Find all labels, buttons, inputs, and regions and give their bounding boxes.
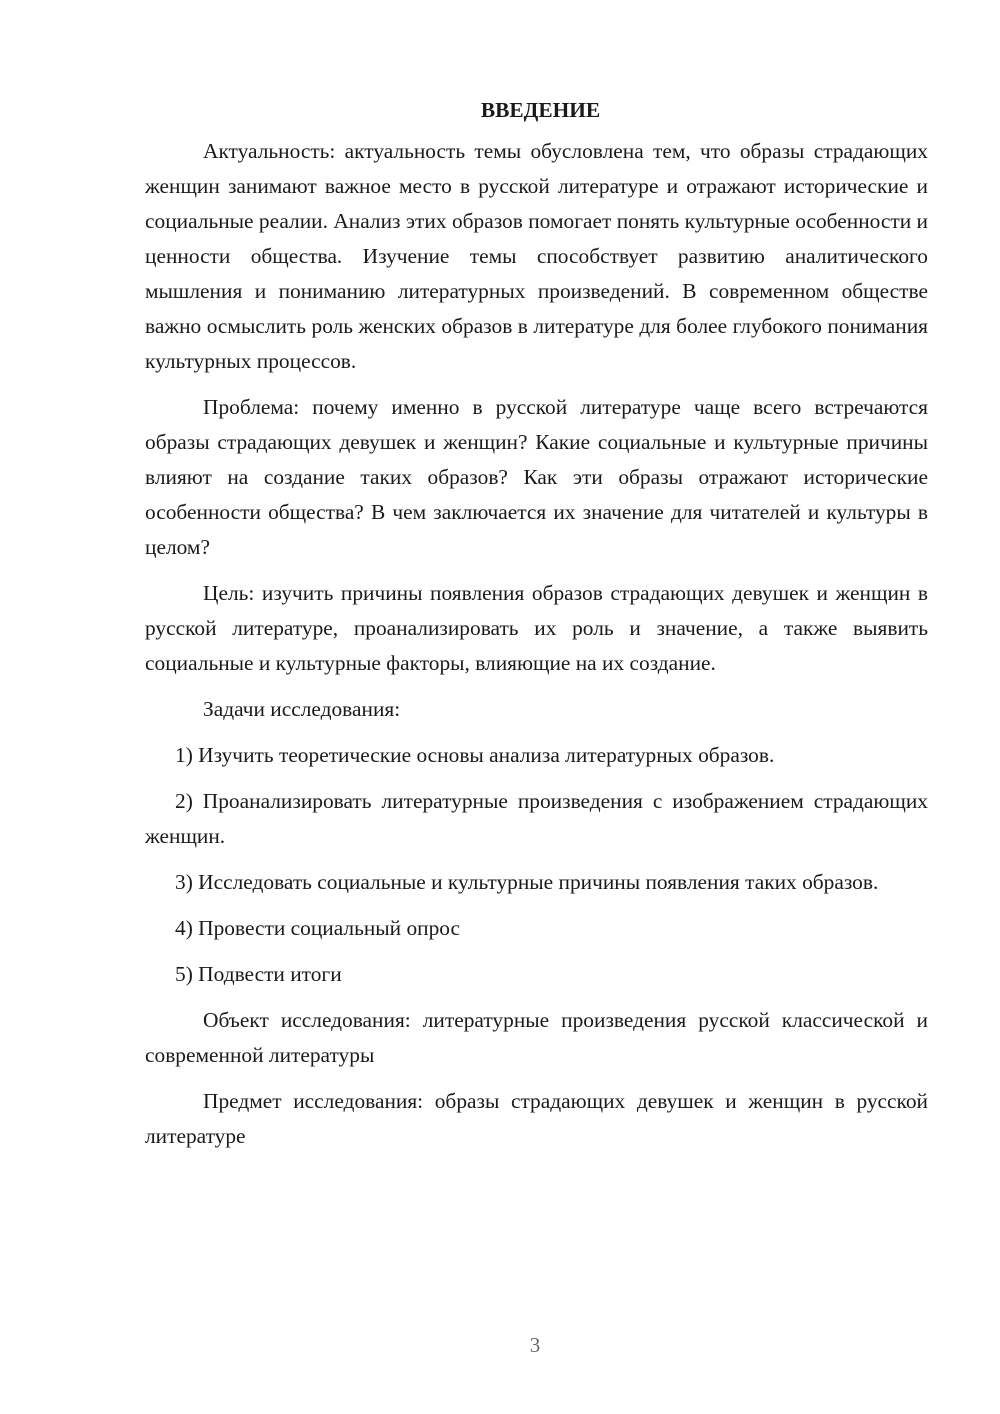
task-item-4: 4) Провести социальный опрос (175, 916, 461, 940)
problem-paragraph: Проблема: почему именно в русской литературе чаще всего встречаются образы страдающих девушек и женщин? Какие социальные и культурные причины влияют на создание таких образов? Как эти образы отражают исторические особенности общества? В чем заключается их значение для читателей и культуры в целом? (145, 395, 928, 559)
task-item-1: 1) Изучить теоретические основы анализа литературных образов. (175, 743, 775, 767)
page-number: 3 (529, 1333, 541, 1357)
relevance-paragraph: Актуальность: актуальность темы обусловлена тем, что образы страдающих женщин занимают важное место в русской литературе и отражают исторические и социальные реалии. Анализ этих образов помогает понять культурные особенности и ценности общества. Изучение темы способствует развитию аналитического мышления и пониманию литературных произведений. В современном обществе важно осмыслить роль женских образов в литературе для более глубокого понимания культурных процессов. (145, 139, 928, 373)
goal-paragraph: Цель: изучить причины появления образов страдающих девушек и женщин в русской литературе, проанализировать их роль и значение, а также выявить социальные и культурные факторы, влияющие на их создание. (145, 581, 928, 675)
task-item-5: 5) Подвести итоги (175, 962, 342, 986)
page-title: ВВЕДЕНИЕ (480, 98, 601, 122)
task-item-3: 3) Исследовать социальные и культурные причины появления таких образов. (175, 870, 879, 894)
task-item-2: 2) Проанализировать литературные произведения с изображением страдающих женщин. (145, 789, 928, 848)
document-page (145, 92, 928, 1165)
object-paragraph: Объект исследования: литературные произведения русской классической и современной литературы (145, 1008, 928, 1067)
tasks-heading: Задачи исследования: (203, 697, 401, 721)
subject-paragraph: Предмет исследования: образы страдающих девушек и женщин в русской литературе (145, 1089, 928, 1148)
